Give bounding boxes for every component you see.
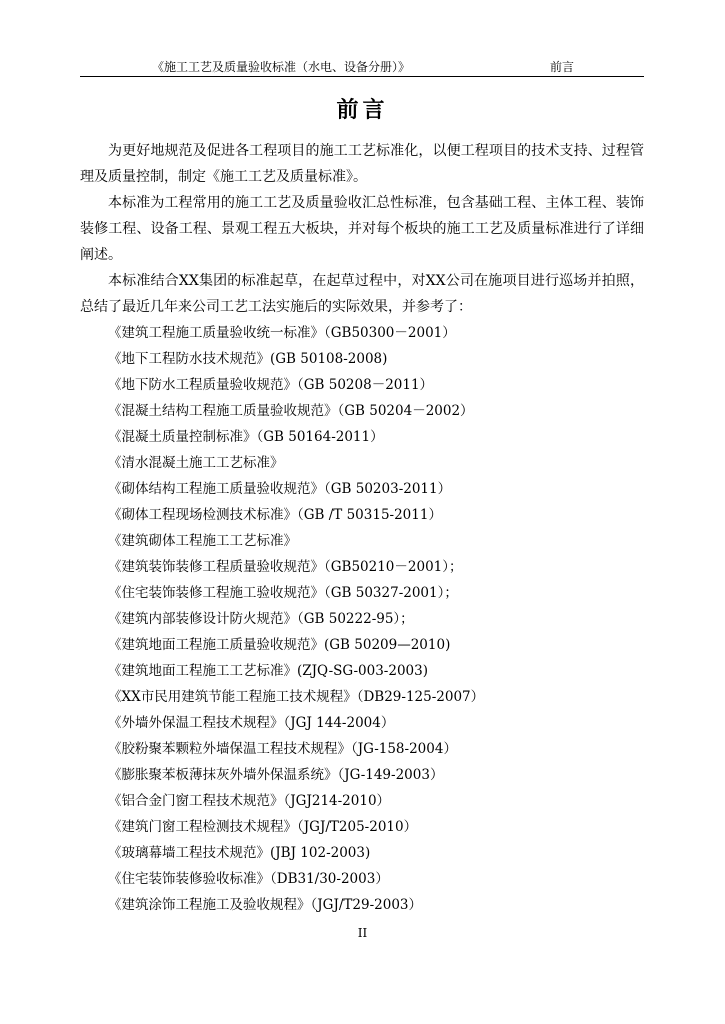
reference-item: 《膨胀聚苯板薄抹灰外墙外保温系统》（JG-149-2003） — [108, 767, 444, 783]
paragraph-purpose: 为更好地规范及促进各工程项目的施工工艺标准化，以便工程项目的技术支持、过程管理及质量控制，制定《施工工艺及质量标准》。 — [80, 143, 644, 185]
header-section-name: 前言 — [550, 60, 575, 74]
reference-item: 《胶粉聚苯颗粒外墙保温工程技术规程》（JG-158-2004） — [108, 741, 457, 757]
reference-item: 《XX市民用建筑节能工程施工技术规程》（DB29-125-2007） — [108, 689, 485, 705]
reference-item: 《建筑地面工程施工工艺标准》(ZJQ-SG-003-2003) — [108, 663, 428, 679]
reference-item: 《住宅装饰装修验收标准》（DB31/30-2003） — [108, 871, 389, 887]
reference-item: 《外墙外保温工程技术规程》（JGJ 144-2004） — [108, 715, 395, 731]
reference-item: 《建筑门窗工程检测技术规程》（JGJ/T205-2010） — [108, 819, 418, 835]
reference-list — [108, 320, 484, 918]
page-title: 前言 — [336, 98, 389, 123]
header-rule — [80, 76, 644, 77]
reference-item: 《建筑砌体工程施工工艺标准》 — [108, 533, 297, 549]
reference-item: 《建筑内部装修设计防火规范》（GB 50222-95）； — [108, 611, 414, 627]
paragraph-references-intro: 本标准结合XX集团的标准起草，在起草过程中，对XX公司在施项目进行巡场并拍照，总结了最近几年来公司工艺工法实施后的实际效果，并参考了： — [80, 273, 644, 315]
reference-item: 《清水混凝土施工工艺标准》 — [108, 455, 284, 471]
running-header — [80, 60, 644, 74]
reference-item: 《混凝土结构工程施工质量验收规范》（GB 50204－2002） — [108, 403, 474, 419]
reference-item: 《地下工程防水技术规范》(GB 50108-2008) — [108, 351, 388, 367]
reference-item: 《砌体结构工程施工质量验收规范》（GB 50203-2011） — [108, 481, 452, 497]
reference-item: 《建筑涂饰工程施工及验收规程》（JGJ/T29-2003） — [108, 897, 423, 913]
reference-item: 《地下防水工程质量验收规范》（GB 50208－2011） — [108, 377, 434, 393]
reference-item: 《铝合金门窗工程技术规范》（JGJ214-2010） — [108, 793, 391, 809]
reference-item: 《砌体工程现场检测技术标准》（GB /T 50315-2011） — [108, 507, 442, 523]
reference-item: 《建筑地面工程施工质量验收规范》(GB 50209—2010) — [108, 637, 451, 653]
reference-item: 《住宅装饰装修工程施工验收规范》（GB 50327-2001）； — [108, 585, 458, 601]
reference-item: 《建筑工程施工质量验收统一标准》（GB50300－2001） — [108, 325, 456, 341]
page-number: II — [357, 926, 368, 940]
reference-item: 《混凝土质量控制标准》（GB 50164-2011） — [108, 429, 384, 445]
header-document-title: 《施工工艺及质量验收标准（水电、设备分册）》 — [152, 60, 411, 74]
paragraph-scope: 本标准为工程常用的施工工艺及质量验收汇总性标准，包含基础工程、主体工程、装饰装修工程、设备工程、景观工程五大板块，并对每个板块的施工工艺及质量标准进行了详细阐述。 — [80, 195, 644, 263]
reference-item: 《玻璃幕墙工程技术规范》(JBJ 102-2003) — [108, 845, 371, 861]
reference-item: 《建筑装饰装修工程质量验收规范》（GB50210－2001）； — [108, 559, 463, 575]
